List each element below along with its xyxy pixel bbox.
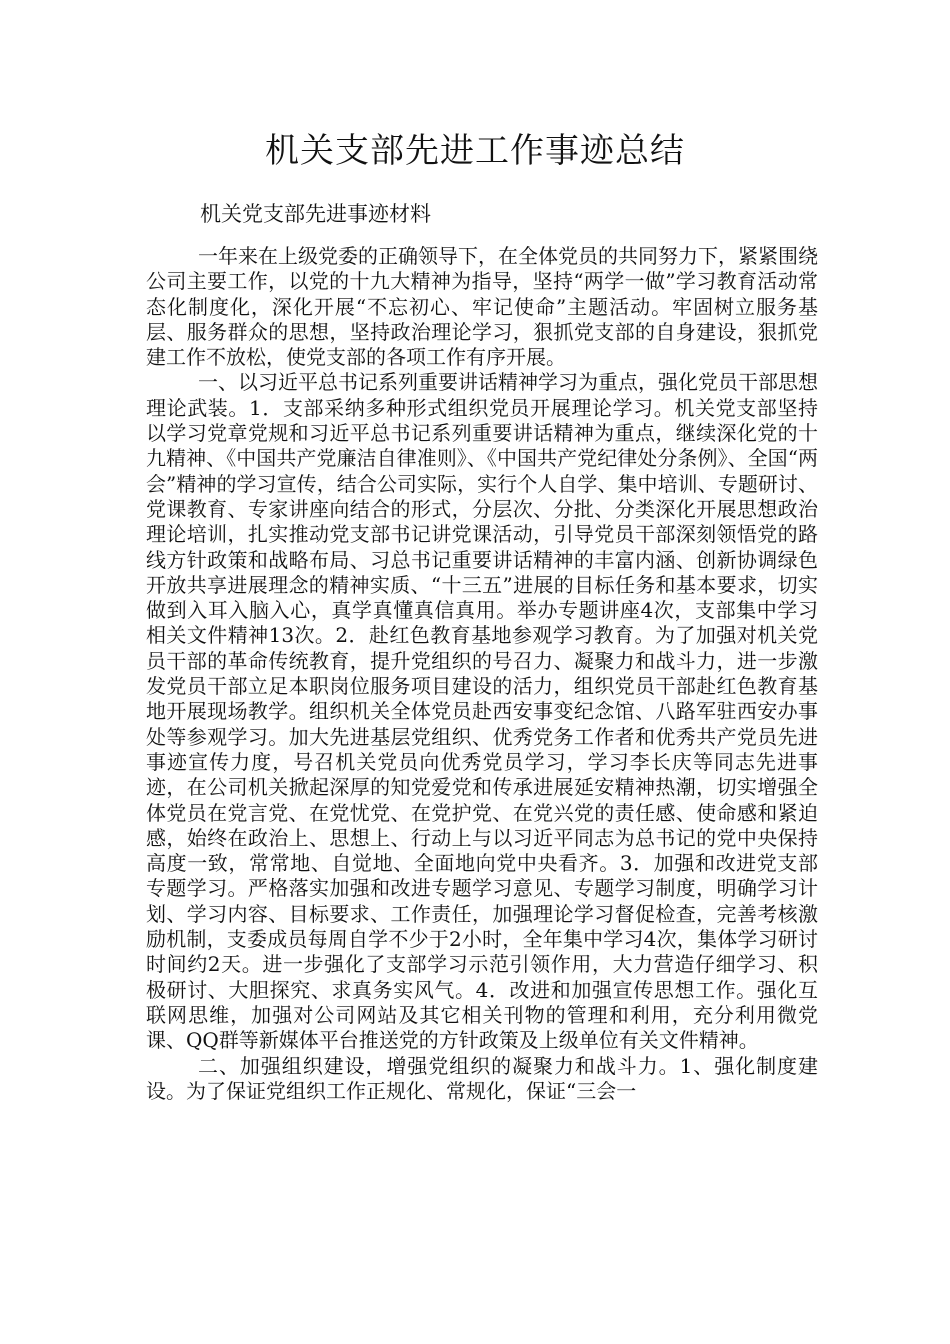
document-subtitle: 机关党支部先进事迹材料: [200, 202, 431, 226]
paragraph-intro: 一年来在上级党委的正确领导下，在全体党员的共同努力下，紧紧围绕公司主要工作，以党的十九大精神为指导，坚持“两学一做”学习教育活动常态化制度化，深化开展“不忘初心、牢记使命”主题活动。牢固树立服务基层、服务群众的思想，坚持政治理论学习，狠抓党支部的自身建设，狠抓党建工作不放松，使党支部的各项工作有序开展。: [146, 244, 818, 370]
paragraph-section-two: 二、加强组织建设，增强党组织的凝聚力和战斗力。1、强化制度建设。为了保证党组织工作正规化、常规化，保证“三会一: [146, 1053, 818, 1103]
paragraph-section-one: 一、以习近平总书记系列重要讲话精神学习为重点，强化党员干部思想理论武装。1．支部采纳多种形式组织党员开展理论学习。机关党支部坚持以学习党章党规和习近平总书记系列重要讲话精神为重点，继续深化党的十九精神、《中国共产党廉洁自律准则》、《中国共产党纪律处分条例》、全国“两会”精神的学习宣传，结合公司实际，实行个人自学、集中培训、专题研讨、党课教育、专家讲座向结合的形式，分层次、分批、分类深化开展思想政治理论培训，扎实推动党支部书记讲党课活动，引导党员干部深刻领悟党的路线方针政策和战略布局、习总书记重要讲话精神的丰富内涵、创新协调绿色开放共享进展理念的精神实质、“十三五”进展的目标任务和基本要求，切实做到入耳入脑入心，真学真懂真信真用。举办专题讲座4次，支部集中学习相关文件精神13次。2．赴红色教育基地参观学习教育。为了加强对机关党员干部的革命传统教育，提升党组织的号召力、凝聚力和战斗力，进一步激发党员干部立足本职岗位服务项目建设的活力，组织党员干部赴红色教育基地开展现场教学。组织机关全体党员赴西安事变纪念馆、八路军驻西安办事处等参观学习。加大先进基层党组织、优秀党务工作者和优秀共产党员先进事迹宣传力度，号召机关党员向优秀党员学习，学习李长庆等同志先进事迹，在公司机关掀起深厚的知党爱党和传承进展延安精神热潮，切实增强全体党员在党言党、在党忧党、在党护党、在党兴党的责任感、使命感和紧迫感，始终在政治上、思想上、行动上与以习近平同志为总书记的党中央保持高度一致，常常地、自觉地、全面地向党中央看齐。3．加强和改进党支部专题学习。严格落实加强和改进专题学习意见、专题学习制度，明确学习计划、学习内容、目标要求、工作责任，加强理论学习督促检查，完善考核激励机制，支委成员每周自学不少于2小时，全年集中学习4次，集体学习研讨时间约2天。进一步强化了支部学习示范引领作用，大力营造仔细学习、积极研讨、大胆探究、求真务实风气。4．改进和加强宣传思想工作。强化互联网思维，加强对公司网站及其它相关刊物的管理和利用，充分利用微党课、QQ群等新媒体平台推送党的方针政策及上级单位有关文件精神。: [146, 370, 818, 1053]
document-body: [146, 244, 818, 1104]
document-title: 机关支部先进工作事迹总结: [265, 131, 685, 171]
